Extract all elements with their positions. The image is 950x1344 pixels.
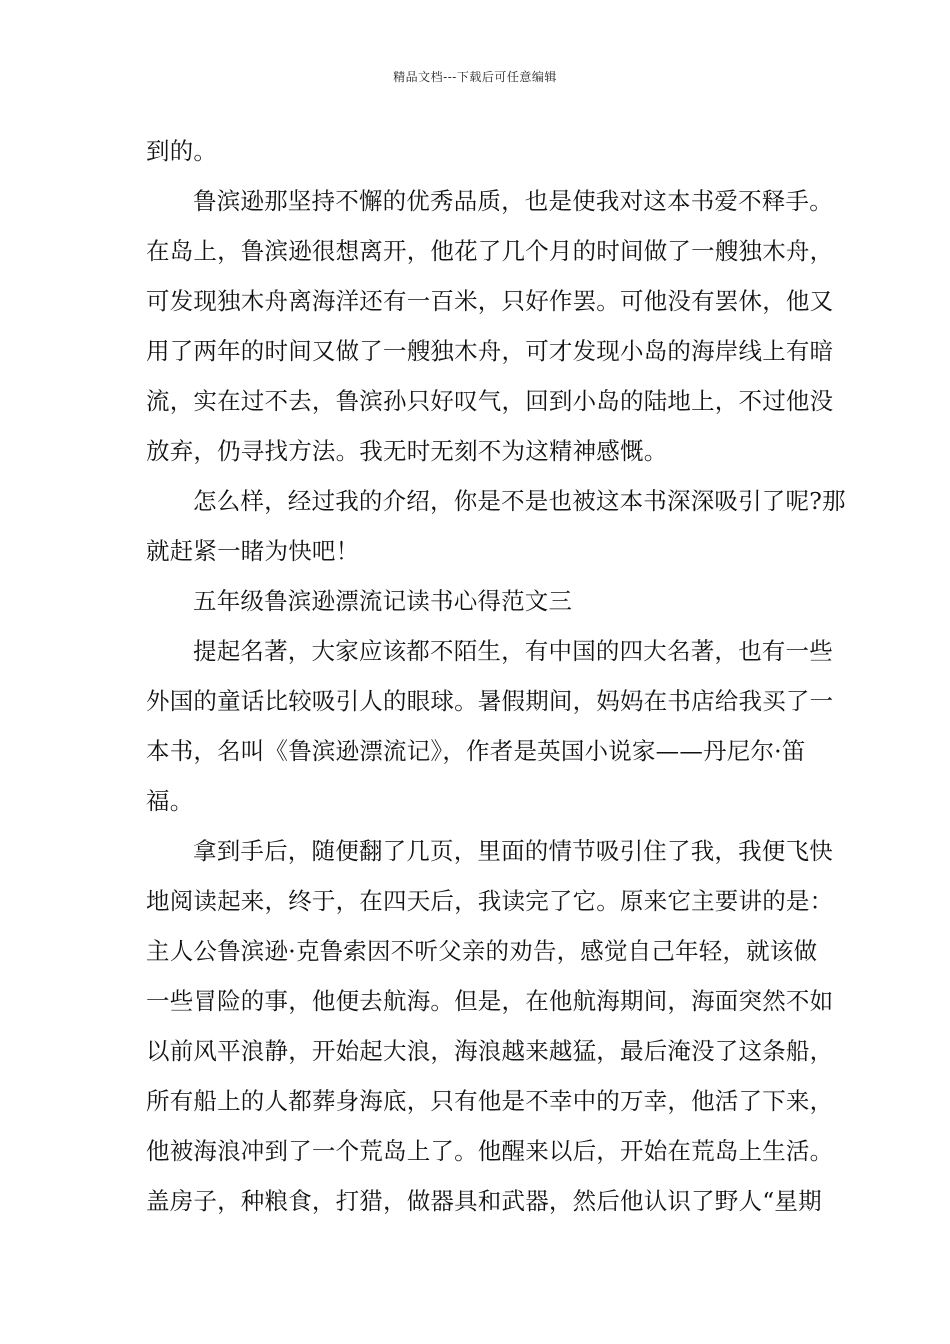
text-line: 盖房子，种粮食，打猎，做器具和武器，然后他认识了野人“星期 <box>146 1187 822 1215</box>
text-line: 就赶紧一睹为快吧！ <box>146 537 360 565</box>
text-line: 到的。 <box>146 137 218 165</box>
text-line: 五年级鲁滨逊漂流记读书心得范文三 <box>193 587 573 615</box>
text-line: 用了两年的时间又做了一艘独木舟，可才发现小岛的海岸线上有暗 <box>146 337 834 365</box>
text-line: 在岛上，鲁滨逊很想离开，他花了几个月的时间做了一艘独木舟， <box>146 237 834 265</box>
page-header: 精品文档---下载后可任意编辑 <box>393 70 557 84</box>
text-line: 提起名著，大家应该都不陌生，有中国的四大名著，也有一些 <box>193 637 833 665</box>
text-line: 地阅读起来，终于，在四天后，我读完了它。原来它主要讲的是： <box>146 887 834 915</box>
text-line: 外国的童话比较吸引人的眼球。暑假期间，妈妈在书店给我买了一 <box>146 687 834 715</box>
document-body <box>146 126 846 1226</box>
text-line: 怎么样，经过我的介绍，你是不是也被这本书深深吸引了呢?那 <box>193 487 846 515</box>
text-line: 一些冒险的事，他便去航海。但是，在他航海期间，海面突然不如 <box>146 987 834 1015</box>
text-line: 他被海浪冲到了一个荒岛上了。他醒来以后，开始在荒岛上生活。 <box>146 1137 834 1165</box>
text-line: 以前风平浪静，开始起大浪，海浪越来越猛，最后淹没了这条船， <box>146 1037 834 1065</box>
text-line: 主人公鲁滨逊·克鲁索因不听父亲的劝告，感觉自己年轻，就该做 <box>146 937 818 965</box>
text-line: 本书，名叫《鲁滨逊漂流记》，作者是英国小说家——丹尼尔·笛 <box>146 737 806 765</box>
text-line: 可发现独木舟离海洋还有一百米，只好作罢。可他没有罢休，他又 <box>146 287 834 315</box>
text-line: 流，实在过不去，鲁滨孙只好叹气，回到小岛的陆地上，不过他没 <box>146 387 834 415</box>
text-line: 福。 <box>146 787 194 815</box>
text-line: 鲁滨逊那坚持不懈的优秀品质，也是使我对这本书爱不释手。 <box>193 187 833 215</box>
text-line: 所有船上的人都葬身海底，只有他是不幸中的万幸，他活了下来， <box>146 1087 834 1115</box>
text-line: 拿到手后，随便翻了几页，里面的情节吸引住了我，我便飞快 <box>193 837 833 865</box>
text-line: 放弃，仍寻找方法。我无时无刻不为这精神感慨。 <box>146 437 668 465</box>
